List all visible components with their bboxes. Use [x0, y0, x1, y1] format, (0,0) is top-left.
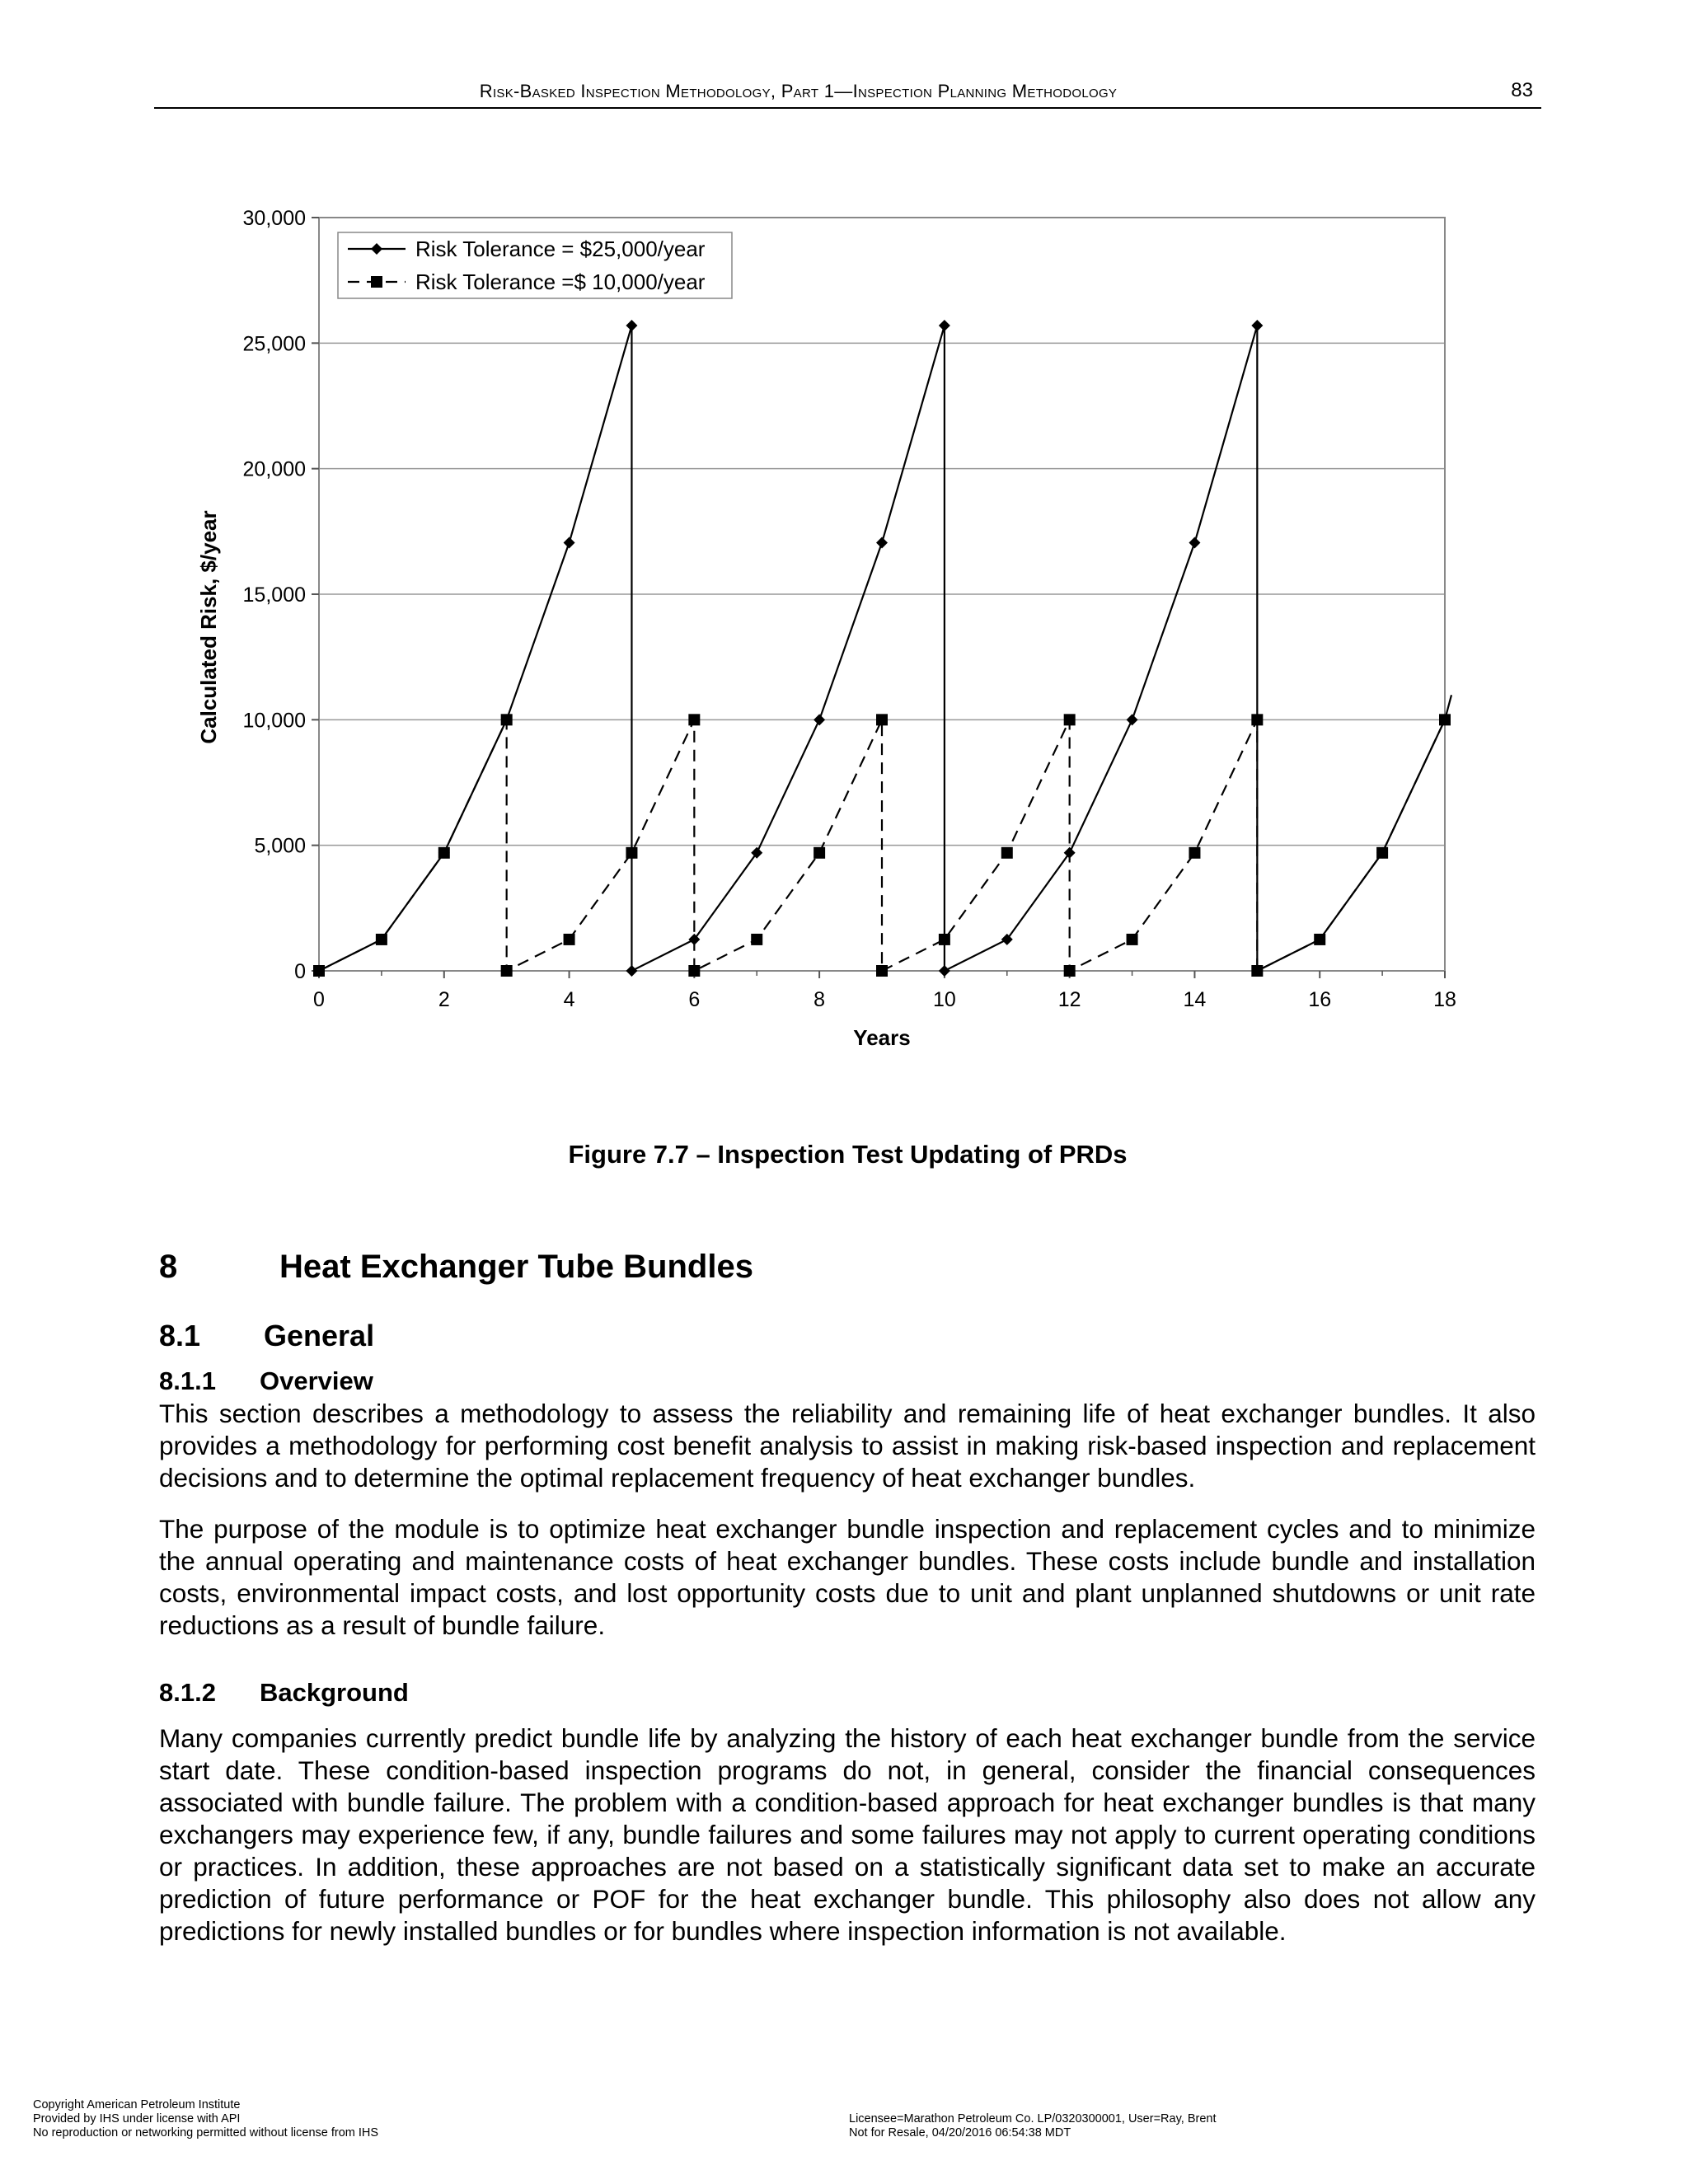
y-tick-label: 5,000: [254, 834, 306, 858]
figure-caption: Figure 7.7 – Inspection Test Updating of PRDs: [568, 1140, 1128, 1169]
section-8-1-heading: [159, 1319, 374, 1353]
series-2-point: [814, 847, 825, 859]
series-1-point: [626, 320, 637, 331]
overview-paragraph-2: The purpose of the module is to optimize heat exchanger bundle inspection and replacement cycles and to minimize the annual operating and maintenance costs of heat exchanger bundles. These costs include bundle and installation costs, environmental impact costs, and lost opportunity costs due to unit and plant unplanned shutdowns or unit rate reductions as a result of bundle failure.: [159, 1514, 1536, 1640]
section-title: Background: [260, 1678, 409, 1707]
footer-line: Copyright American Petroleum Institute: [33, 2098, 241, 2111]
section-title: General: [264, 1319, 375, 1352]
series-1-point: [626, 965, 637, 977]
x-tick-label: 10: [932, 988, 956, 1011]
series-line-1: [319, 326, 1445, 971]
series-1-point: [1127, 714, 1138, 725]
series-2-point: [1064, 714, 1076, 725]
series-2-point: [564, 934, 575, 945]
x-tick-label: 18: [1433, 988, 1456, 1011]
x-tick-label: 0: [313, 988, 325, 1011]
footer-line: Licensee=Marathon Petroleum Co. LP/0320300001, User=Ray, Brent: [849, 2112, 1217, 2125]
series-1-point: [1001, 934, 1013, 945]
y-tick-label: 10,000: [242, 709, 306, 733]
footer-line: No reproduction or networking permitted without license from IHS: [33, 2126, 379, 2139]
legend-marker: [371, 276, 382, 288]
x-tick-label: 4: [563, 988, 575, 1011]
footer-line: Provided by IHS under license with API: [33, 2112, 241, 2125]
footer-license: [849, 2112, 1216, 2140]
series-1-point: [939, 965, 950, 977]
series-2-point: [1189, 847, 1200, 859]
y-tick-label: 30,000: [242, 207, 306, 230]
section-title: Heat Exchanger Tube Bundles: [279, 1249, 753, 1285]
chart-legend: [338, 232, 732, 298]
section-8-1-1-heading: [159, 1366, 373, 1396]
x-tick-label: 14: [1183, 988, 1207, 1011]
chart-axes: [243, 207, 1456, 1011]
series-1-point: [814, 714, 825, 725]
series-1-point: [1189, 537, 1200, 549]
y-axis-title: Calculated Risk, $/year: [196, 510, 221, 744]
series-2-point: [626, 847, 637, 859]
x-tick-label: 16: [1308, 988, 1332, 1011]
section-8-heading: [159, 1249, 753, 1286]
series-1-point: [876, 537, 888, 549]
header-title: Risk-Basked Inspection Methodology, Part 1—Inspection Planning Methodology: [479, 81, 1118, 101]
x-tick-label: 2: [438, 988, 450, 1011]
series-2-point: [688, 965, 700, 977]
x-axis-title: Years: [853, 1025, 911, 1050]
section-number: 8.1.2: [159, 1678, 216, 1707]
risk-chart: [0, 0, 1688, 1088]
series-1-point: [939, 320, 950, 331]
series-2-point: [1127, 934, 1138, 945]
footer-line: Not for Resale, 04/20/2016 06:54:38 MDT: [849, 2126, 1071, 2139]
y-tick-label: 0: [294, 960, 306, 983]
series-2-point: [688, 714, 700, 725]
series-1-point: [751, 847, 762, 859]
section-title: Overview: [260, 1366, 373, 1395]
section-8-1-2-heading: [159, 1678, 409, 1708]
overview-paragraph-1: This section describes a methodology to assess the reliability and remaining life of heat exchanger bundles. It also provides a methodology for performing cost benefit analysis to assist in making risk-based inspection and replacement decisions and to determine the optimal replacement frequency of heat exchanger bundles.: [159, 1399, 1536, 1493]
x-tick-label: 6: [688, 988, 701, 1011]
y-tick-label: 20,000: [242, 457, 306, 481]
series-2-point: [1001, 847, 1013, 859]
series-2-point: [751, 934, 762, 945]
page-number: 83: [1511, 79, 1533, 101]
y-tick-label: 25,000: [242, 332, 306, 356]
legend-label: Risk Tolerance =$ 10,000/year: [415, 269, 706, 294]
series-1-point: [1064, 847, 1076, 859]
y-tick-label: 15,000: [242, 583, 306, 607]
section-number: 8: [159, 1249, 178, 1285]
series-2-point: [1251, 714, 1263, 725]
legend-label: Risk Tolerance = $25,000/year: [415, 237, 706, 261]
series-1-point: [564, 537, 575, 549]
series-2-point: [876, 965, 888, 977]
series-1-point: [1251, 320, 1263, 331]
chart-series: [319, 326, 1451, 971]
series-2-point: [939, 934, 950, 945]
series-2-point: [501, 965, 513, 977]
series-2-point: [876, 714, 888, 725]
section-number: 8.1: [159, 1319, 201, 1352]
series-2-point: [1064, 965, 1076, 977]
x-tick-label: 8: [814, 988, 826, 1011]
section-number: 8.1.1: [159, 1366, 216, 1395]
footer-copyright: [33, 2098, 378, 2140]
x-tick-label: 12: [1057, 988, 1081, 1011]
background-paragraph-1: Many companies currently predict bundle life by analyzing the history of each heat exchanger bundle from the service start date. These condition-based inspection programs do not, in general, consider the financial consequences associated with bundle failure. The problem with a condition-based approach for heat exchanger bundles is that many exchangers may experience few, if any, bundle failures and some failures may not apply to current operating conditions or practices. In addition, these approaches are not based on a statistically significant data set to make an accurate prediction of future performance or POF for the heat exchanger bundle. This philosophy also does not allow any predictions for newly installed bundles or for bundles where inspection information is not available.: [159, 1723, 1536, 1946]
series-1-point: [688, 934, 700, 945]
